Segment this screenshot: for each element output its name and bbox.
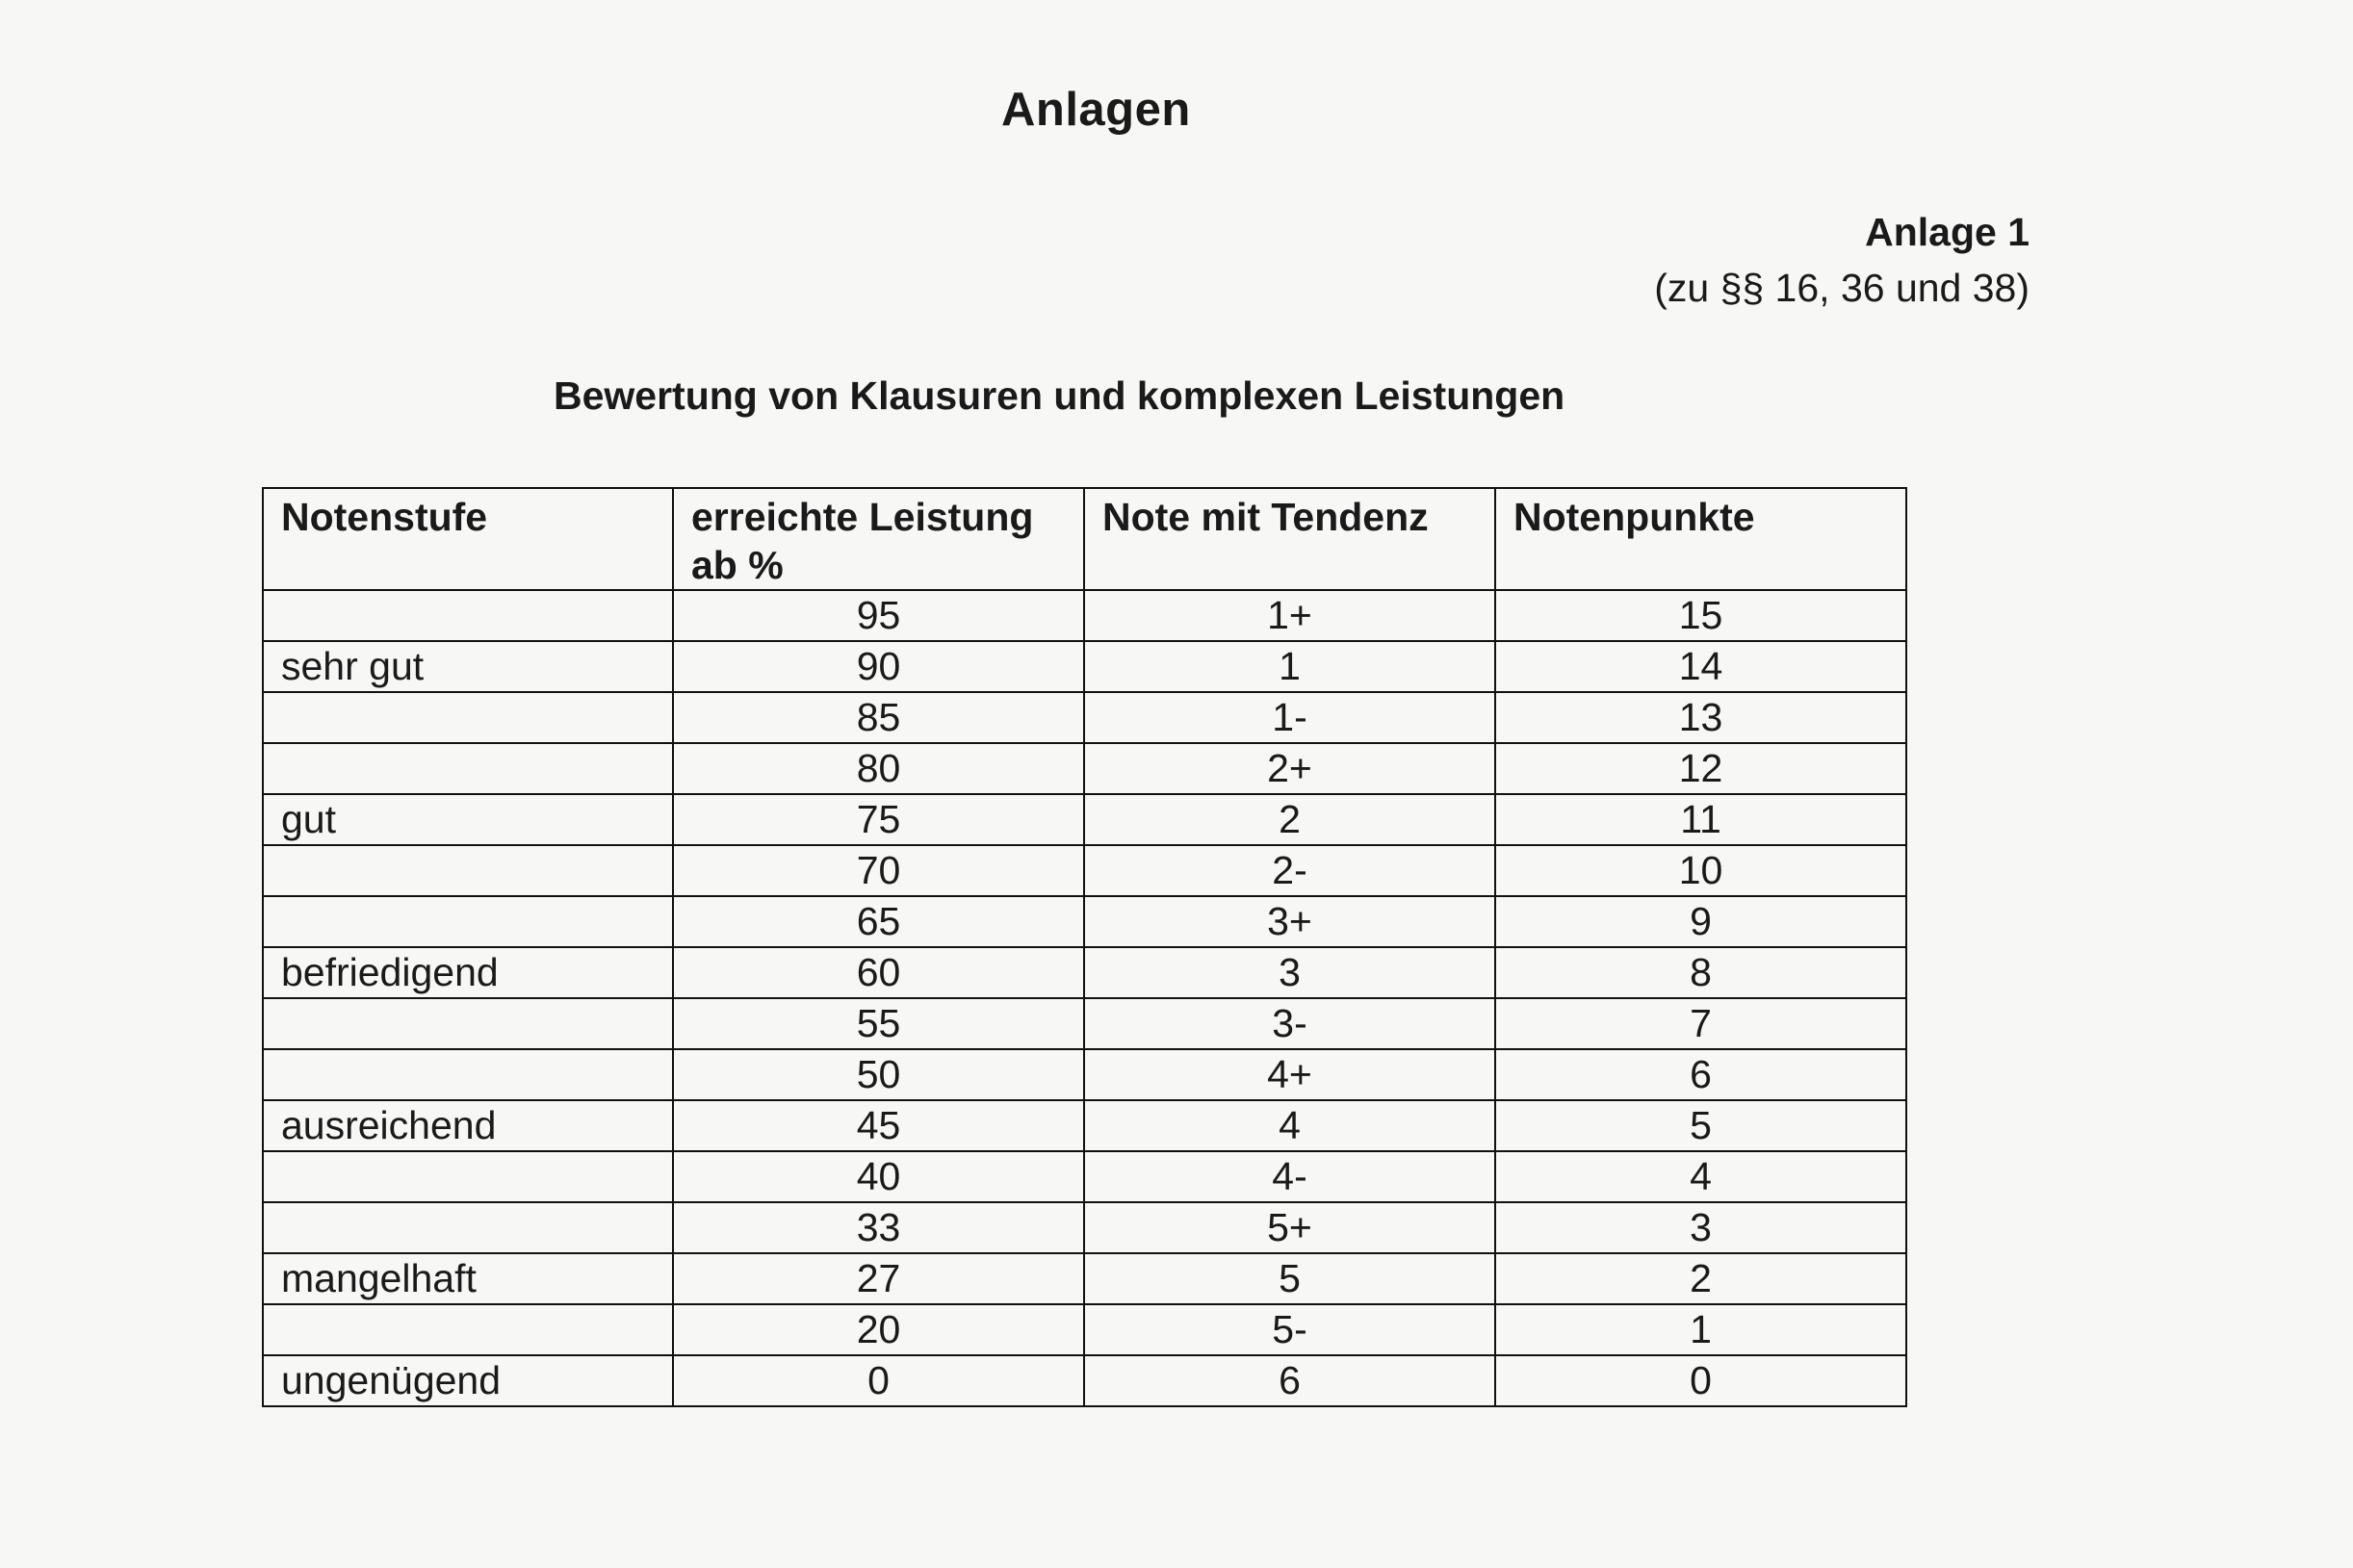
table-body xyxy=(263,590,1906,1406)
cell-notenstufe xyxy=(263,845,673,896)
cell-leistung: 45 xyxy=(673,1100,1084,1151)
cell-note: 6 xyxy=(1084,1355,1495,1406)
table-title: Bewertung von Klausuren und komplexen Leistungen xyxy=(554,373,1565,418)
cell-punkte: 11 xyxy=(1495,794,1906,845)
cell-leistung: 80 xyxy=(673,743,1084,794)
header-erreichte-leistung: erreichte Leistung ab % xyxy=(673,488,1084,590)
table-row xyxy=(263,794,1906,845)
cell-note: 1+ xyxy=(1084,590,1495,641)
cell-note: 5 xyxy=(1084,1253,1495,1304)
cell-note: 5+ xyxy=(1084,1202,1495,1253)
cell-notenstufe xyxy=(263,692,673,743)
cell-punkte: 7 xyxy=(1495,998,1906,1049)
cell-leistung: 60 xyxy=(673,947,1084,998)
cell-leistung: 70 xyxy=(673,845,1084,896)
table-row xyxy=(263,1049,1906,1100)
cell-note: 2- xyxy=(1084,845,1495,896)
cell-note: 3- xyxy=(1084,998,1495,1049)
cell-punkte: 12 xyxy=(1495,743,1906,794)
cell-punkte: 0 xyxy=(1495,1355,1906,1406)
anlage-block xyxy=(1654,204,2030,316)
cell-punkte: 13 xyxy=(1495,692,1906,743)
anlage-label: Anlage 1 xyxy=(1865,210,2030,254)
cell-note: 3+ xyxy=(1084,896,1495,947)
cell-note: 4+ xyxy=(1084,1049,1495,1100)
cell-punkte: 8 xyxy=(1495,947,1906,998)
cell-punkte: 1 xyxy=(1495,1304,1906,1355)
cell-note: 5- xyxy=(1084,1304,1495,1355)
cell-punkte: 3 xyxy=(1495,1202,1906,1253)
table-row xyxy=(263,1202,1906,1253)
cell-leistung: 55 xyxy=(673,998,1084,1049)
cell-punkte: 5 xyxy=(1495,1100,1906,1151)
cell-notenstufe xyxy=(263,590,673,641)
cell-notenstufe: sehr gut xyxy=(263,641,673,692)
cell-leistung: 65 xyxy=(673,896,1084,947)
cell-notenstufe xyxy=(263,1304,673,1355)
page-title: Anlagen xyxy=(1001,84,1191,136)
cell-notenstufe: ausreichend xyxy=(263,1100,673,1151)
cell-punkte: 15 xyxy=(1495,590,1906,641)
cell-leistung: 20 xyxy=(673,1304,1084,1355)
cell-punkte: 2 xyxy=(1495,1253,1906,1304)
table-row xyxy=(263,896,1906,947)
cell-notenstufe xyxy=(263,1202,673,1253)
cell-note: 4- xyxy=(1084,1151,1495,1202)
anlage-reference: (zu §§ 16, 36 und 38) xyxy=(1654,266,2030,310)
table-header-row xyxy=(263,488,1906,590)
cell-notenstufe xyxy=(263,998,673,1049)
cell-notenstufe: befriedigend xyxy=(263,947,673,998)
cell-notenstufe xyxy=(263,743,673,794)
cell-leistung: 27 xyxy=(673,1253,1084,1304)
cell-notenstufe: mangelhaft xyxy=(263,1253,673,1304)
table-row xyxy=(263,692,1906,743)
cell-notenstufe xyxy=(263,1151,673,1202)
cell-leistung: 50 xyxy=(673,1049,1084,1100)
cell-punkte: 6 xyxy=(1495,1049,1906,1100)
table-row xyxy=(263,1253,1906,1304)
cell-leistung: 85 xyxy=(673,692,1084,743)
table-row xyxy=(263,743,1906,794)
cell-leistung: 75 xyxy=(673,794,1084,845)
header-note-mit-tendenz: Note mit Tendenz xyxy=(1084,488,1495,590)
cell-punkte: 10 xyxy=(1495,845,1906,896)
cell-note: 2 xyxy=(1084,794,1495,845)
cell-punkte: 4 xyxy=(1495,1151,1906,1202)
cell-note: 4 xyxy=(1084,1100,1495,1151)
table-row xyxy=(263,1100,1906,1151)
cell-notenstufe xyxy=(263,896,673,947)
cell-note: 3 xyxy=(1084,947,1495,998)
cell-punkte: 14 xyxy=(1495,641,1906,692)
table-row xyxy=(263,998,1906,1049)
cell-note: 1 xyxy=(1084,641,1495,692)
table-row xyxy=(263,590,1906,641)
cell-notenstufe xyxy=(263,1049,673,1100)
cell-notenstufe: gut xyxy=(263,794,673,845)
grading-table xyxy=(262,487,1907,1407)
table-row xyxy=(263,1355,1906,1406)
cell-note: 1- xyxy=(1084,692,1495,743)
table-row xyxy=(263,947,1906,998)
cell-punkte: 9 xyxy=(1495,896,1906,947)
header-notenpunkte: Notenpunkte xyxy=(1495,488,1906,590)
cell-note: 2+ xyxy=(1084,743,1495,794)
table-row xyxy=(263,641,1906,692)
cell-leistung: 90 xyxy=(673,641,1084,692)
header-notenstufe: Notenstufe xyxy=(263,488,673,590)
cell-leistung: 95 xyxy=(673,590,1084,641)
table-row xyxy=(263,1304,1906,1355)
cell-leistung: 0 xyxy=(673,1355,1084,1406)
table-row xyxy=(263,845,1906,896)
table-row xyxy=(263,1151,1906,1202)
cell-leistung: 40 xyxy=(673,1151,1084,1202)
cell-notenstufe: ungenügend xyxy=(263,1355,673,1406)
cell-leistung: 33 xyxy=(673,1202,1084,1253)
